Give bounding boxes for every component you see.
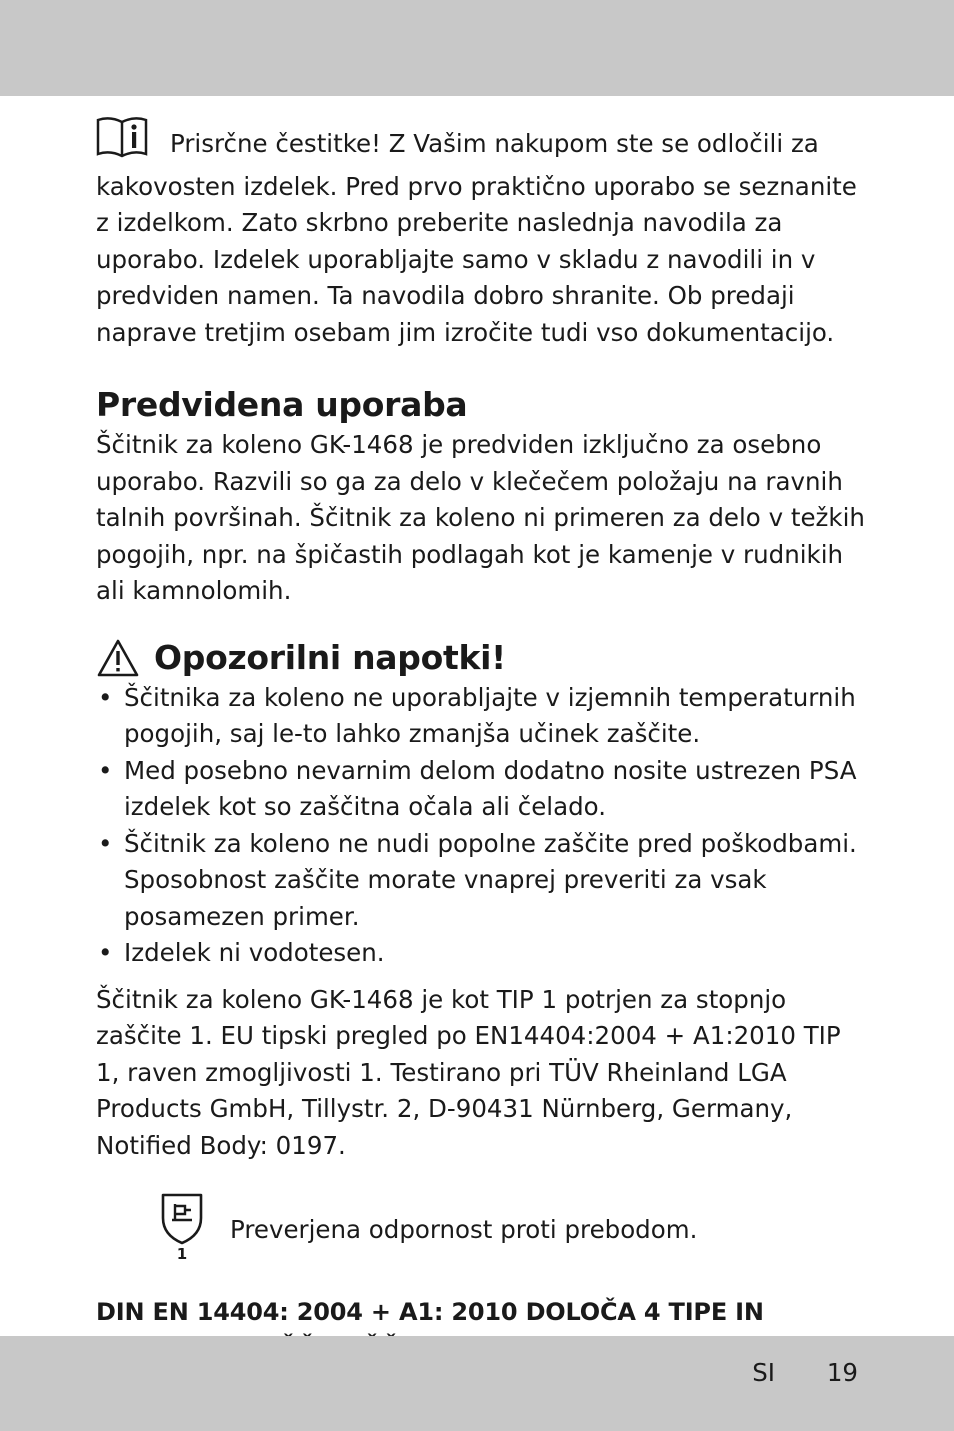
intro-text: Prisrčne čestitke! Z Vašim nakupom ste se odločili za kakovosten izdelek. Pred prvo praktično uporabo se seznanite z izdelkom. Zato skrbno preberite naslednja navodila za uporabo. Izdelek uporabljajte samo v skladu z navodili in v predviden namen. Ta navodila dobro shranite. Ob predaji naprave tretjim osebam jim izročite tudi vso dokumentacijo.: [96, 129, 857, 347]
standard-notice-line-1: DIN EN 14404: 2004 + A1: 2010 DOLOČA 4 TIPE IN: [96, 1298, 764, 1326]
list-item: • Ščitnika za koleno ne uporabljajte v izjemnih temperaturnih pogojih, saj le-to lahko zmanjša učinek zaščite.: [98, 682, 856, 748]
warnings-list: [96, 680, 866, 972]
page-footer: [752, 1356, 858, 1390]
list-item: • Med posebno nevarnim delom dodatno nosite ustrezen PSA izdelek kot so zaščitna očala ali čelado.: [98, 755, 857, 821]
warnings-heading-text: Opozorilni napotki!: [154, 637, 506, 677]
intended-use-text: Ščitnik za koleno GK-1468 je predviden izključno za osebno uporabo. Razvili so ga za delo v klečečem položaju na ravnih talnih površinah. Ščitnik za koleno ni primeren za delo v težkih pogojih, npr. na špičastih podlagah kot je kamenje v rudnikih ali kamnolomih.: [96, 430, 865, 605]
warnings-heading: [96, 636, 866, 680]
info-book-icon: [96, 116, 148, 169]
intro-paragraph: [96, 116, 866, 351]
list-item: • Ščitnik za koleno ne nudi popolne zaščite pred poškodbami. Sposobnost zaščite morate vnaprej preveriti za vsak posamezen primer.: [98, 828, 857, 931]
language-code: SI: [752, 1358, 776, 1387]
page-number: 19: [826, 1358, 858, 1387]
puncture-resistance-text: Preverjena odpornost proti prebodom.: [230, 1215, 698, 1244]
list-item: • Izdelek ni vodotesen.: [98, 938, 385, 967]
protection-level: 1: [176, 1245, 188, 1262]
warning-triangle-icon: [96, 638, 140, 678]
puncture-resistance-row: [160, 1192, 866, 1262]
intended-use-heading: Predvidena uporaba: [96, 385, 468, 424]
page-content: [96, 116, 866, 1366]
knee-protection-shield-icon: [160, 1192, 204, 1262]
header-band: [0, 0, 954, 96]
certification-text: Ščitnik za koleno GK-1468 je kot TIP 1 potrjen za stopnjo zaščite 1. EU tipski pregled po EN14404:2004 + A1:2010 TIP 1, raven zmogljivosti 1. Testirano pri TÜV Rheinland LGA Products GmbH, Tillystr. 2, D-90431 Nürnberg, Germany, Notified Body: 0197.: [96, 984, 841, 1160]
